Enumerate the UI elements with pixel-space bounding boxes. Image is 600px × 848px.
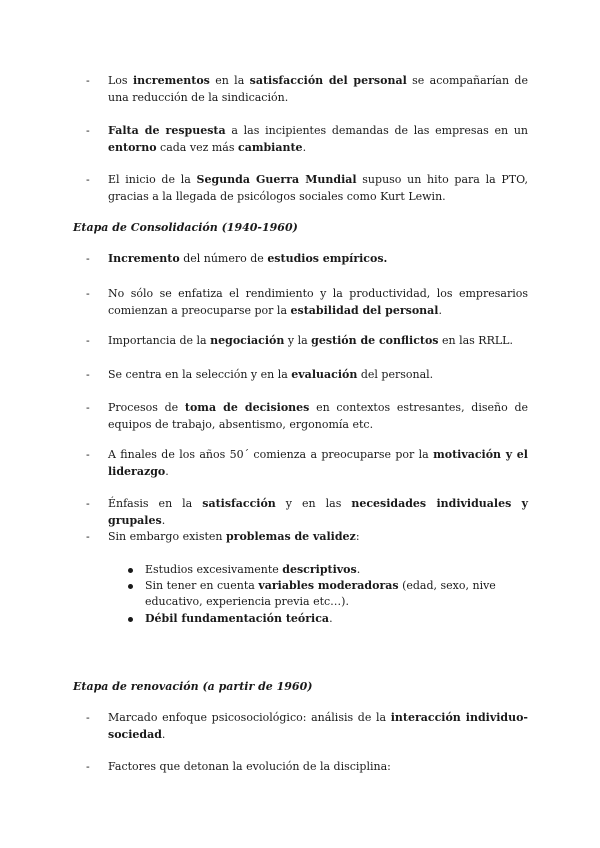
list-item-text: [108, 332, 528, 349]
bold-text-segment: evaluación: [291, 368, 358, 381]
bold-text-segment: necesidades individuales y grupales: [108, 497, 528, 527]
dash-marker: -: [86, 173, 90, 186]
text-segment: Marcado enfoque psicosociológico: análisis de la: [108, 711, 391, 724]
bold-text-segment: Segunda Guerra Mundial: [196, 173, 357, 186]
bold-text-segment: satisfacción del personal: [249, 74, 407, 87]
text-segment: cada vez más: [156, 141, 239, 154]
list-item: [86, 332, 528, 349]
text-segment: .: [356, 563, 361, 576]
bold-text-segment: Débil fundamentación teórica: [145, 612, 330, 625]
dash-marker: -: [86, 711, 90, 724]
text-segment: supuso un hito para la PTO, gracias a la llegada de psicólogos sociales como Kurt Lewin.: [108, 173, 528, 203]
bold-text-segment: motivación y el liderazgo: [108, 448, 528, 478]
text-segment: en la: [209, 74, 250, 87]
text-segment: El inicio de la: [108, 173, 197, 186]
dash-marker: -: [86, 448, 90, 461]
dash-marker: -: [86, 252, 90, 265]
section-heading-renovacion: Etapa de renovación (a partir de 1960): [73, 680, 313, 693]
dash-marker: -: [86, 287, 90, 300]
text-segment: No sólo se enfatiza el rendimiento y la productividad, los empresarios comienzan a preocuparse por la: [108, 287, 528, 317]
list-item-text: [108, 758, 528, 775]
sub-bullet-item: [128, 578, 528, 610]
text-segment: .: [438, 304, 442, 317]
list-item: [86, 72, 528, 106]
text-segment: A finales de los años 50´ comienza a preocuparse por la: [108, 448, 434, 461]
sub-bullet-item: [128, 562, 528, 578]
text-segment: .: [329, 612, 333, 625]
sub-bullet-text: [145, 562, 528, 578]
section-heading-consolidacion: Etapa de Consolidación (1940-1960): [73, 221, 298, 234]
list-item: [86, 528, 528, 545]
dash-marker: -: [86, 334, 90, 347]
list-item-text: [108, 122, 528, 156]
text-segment: Sin embargo existen: [108, 530, 226, 543]
text-segment: Factores que detonan la evolución de la disciplina:: [108, 760, 391, 773]
text-segment: Sin tener en cuenta: [145, 579, 259, 592]
bold-text-segment: incrementos: [132, 74, 210, 87]
text-segment: del número de: [179, 252, 268, 265]
bold-text-segment: gestión de conflictos: [311, 334, 439, 347]
list-item: [86, 495, 528, 529]
text-segment: .: [165, 465, 169, 478]
list-item: [86, 366, 528, 383]
dash-marker: -: [86, 401, 90, 414]
text-segment: .: [302, 141, 307, 154]
text-segment: Los: [108, 74, 133, 87]
dash-marker: -: [86, 530, 90, 543]
bold-text-segment: descriptivos: [282, 563, 357, 576]
list-item-text: [108, 446, 528, 480]
text-segment: en las RRLL.: [438, 334, 513, 347]
bullet-dot: [128, 617, 133, 622]
bold-text-segment: Incremento: [108, 252, 180, 265]
text-segment: en contextos estresantes, diseño de equipos de trabajo, absentismo, ergonomía etc.: [108, 401, 528, 431]
bullet-dot: [128, 584, 133, 589]
list-item: [86, 122, 528, 156]
text-segment: Importancia de la: [108, 334, 211, 347]
list-item: [86, 446, 528, 480]
list-item-text: [108, 709, 528, 743]
text-segment: se acompañarían de una reducción de la sindicación.: [108, 74, 528, 104]
text-segment: Estudios excesivamente: [145, 563, 283, 576]
bold-text-segment: estudios empíricos.: [267, 252, 388, 265]
bold-text-segment: negociación: [210, 334, 285, 347]
text-segment: a las incipientes demandas de las empresas en un: [225, 124, 528, 137]
list-item-text: [108, 171, 528, 205]
list-item-text: [108, 399, 528, 433]
dash-marker: -: [86, 760, 90, 773]
text-segment: :: [355, 530, 360, 543]
text-segment: del personal.: [357, 368, 434, 381]
list-item-text: [108, 285, 528, 319]
text-segment: .: [161, 728, 166, 741]
bold-text-segment: Falta de respuesta: [108, 124, 226, 137]
bold-text-segment: interacción individuo-sociedad: [108, 711, 528, 741]
bold-text-segment: entorno: [108, 141, 157, 154]
text-segment: (edad, sexo, nive educativo, experiencia previa etc…).: [145, 579, 496, 608]
dash-marker: -: [86, 74, 90, 87]
dash-marker: -: [86, 124, 90, 137]
bold-text-segment: toma de decisiones: [184, 401, 310, 414]
text-segment: .: [161, 514, 166, 527]
list-item-text: [108, 495, 528, 529]
text-segment: Énfasis en la: [108, 497, 203, 510]
sub-bullet-text: [145, 578, 528, 610]
list-item: [86, 399, 528, 433]
bold-text-segment: estabilidad del personal: [290, 304, 439, 317]
bold-text-segment: problemas de validez: [225, 530, 356, 543]
dash-marker: -: [86, 368, 90, 381]
list-item: [86, 250, 528, 267]
list-item-text: [108, 528, 528, 545]
list-item: [86, 171, 528, 205]
text-segment: Procesos de: [108, 401, 185, 414]
list-item-text: [108, 250, 528, 267]
bullet-dot: [128, 568, 133, 573]
list-item: [86, 758, 528, 775]
list-item-text: [108, 72, 528, 106]
bold-text-segment: variables moderadoras: [258, 579, 399, 592]
bold-text-segment: satisfacción: [202, 497, 276, 510]
list-item: [86, 285, 528, 319]
text-segment: y en las: [275, 497, 352, 510]
text-segment: Se centra en la selección y en la: [108, 368, 292, 381]
sub-bullet-text: [145, 611, 528, 627]
sub-bullet-item: [128, 611, 528, 627]
list-item-text: [108, 366, 528, 383]
dash-marker: -: [86, 497, 90, 510]
bold-text-segment: cambiante: [238, 141, 303, 154]
list-item: [86, 709, 528, 743]
text-segment: y la: [284, 334, 312, 347]
